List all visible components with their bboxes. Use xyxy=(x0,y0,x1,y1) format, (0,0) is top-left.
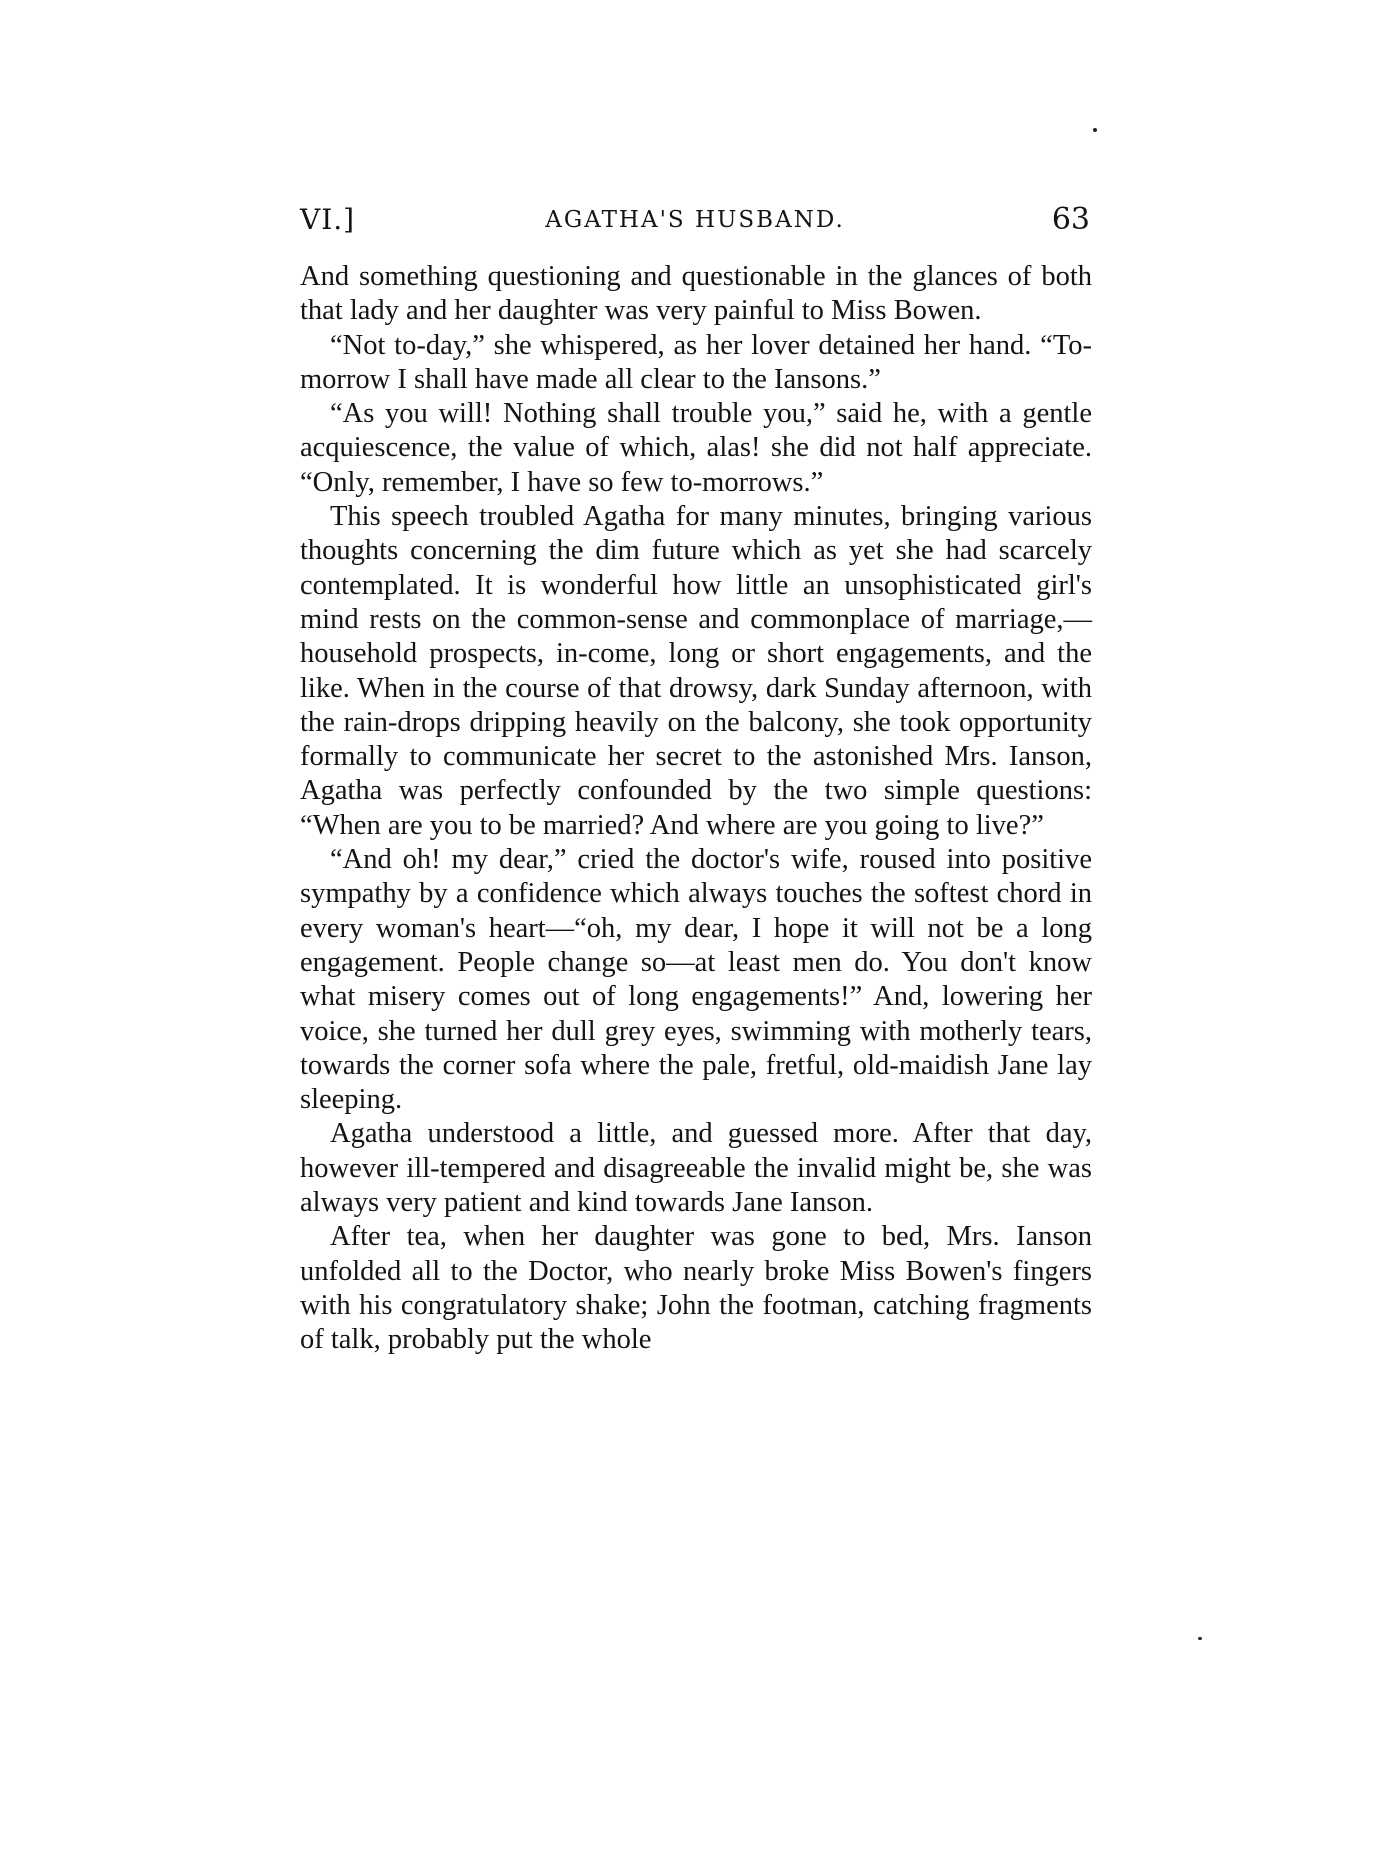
paragraph-1: And something questioning and questionable in the glances of both that lady and her daughter was very painful to Miss Bowen. xyxy=(300,261,1092,327)
paragraph-3: “As you will! Nothing shall trouble you,” said he, with a gentle acquiescence, the value of which, alas! she did not half appreciate. “Only, remember, I have so few to-morrows.” xyxy=(300,398,1092,498)
paragraph-2: “Not to-day,” she whispered, as her lover detained her hand. “To-morrow I shall have made all clear to the Iansons.” xyxy=(300,329,1092,395)
page-number: 63 xyxy=(1051,202,1090,237)
chapter-number: VI.] xyxy=(300,203,356,236)
paragraph-6: Agatha understood a little, and guessed more. After that day, however ill-tempered and disagreeable the invalid might be, she was always very patient and kind towards Jane Ianson. xyxy=(300,1118,1092,1219)
body-text xyxy=(300,260,1092,1358)
running-head xyxy=(300,196,1090,244)
running-title: AGATHA'S HUSBAND. xyxy=(545,207,845,233)
speck-mark xyxy=(1198,1637,1202,1640)
speck-mark xyxy=(1093,128,1097,132)
paragraph-4: This speech troubled Agatha for many minutes, bringing various thoughts concerning the dim future which as yet she had scarcely contemplated. It is wonderful how little an unsophisticated girl's mind rests on the common-sense and commonplace of marriage,—household prospects, in-come, long or short engagements, and the like. When in the course of that drowsy, dark Sunday afternoon, with the rain-drops dripping heavily on the balcony, she took opportunity formally to communicate her secret to the astonished Mrs. Ianson, Agatha was perfectly confounded by the two simple questions: “When are you to be married? And where are you going to live?” xyxy=(300,501,1092,841)
paragraph-7: After tea, when her daughter was gone to bed, Mrs. Ianson unfolded all to the Doctor, who nearly broke Miss Bowen's fingers with his congratulatory shake; John the footman, catching fragments of talk, probably put the whole xyxy=(300,1221,1092,1356)
paragraph-5: “And oh! my dear,” cried the doctor's wife, roused into positive sympathy by a confidence which always touches the softest chord in every woman's heart—“oh, my dear, I hope it will not be a long engagement. People change so—at least men do. You don't know what misery comes out of long engagements!” And, lowering her voice, she turned her dull grey eyes, swimming with motherly tears, towards the corner sofa where the pale, fretful, old-maidish Jane lay sleeping. xyxy=(300,844,1092,1116)
